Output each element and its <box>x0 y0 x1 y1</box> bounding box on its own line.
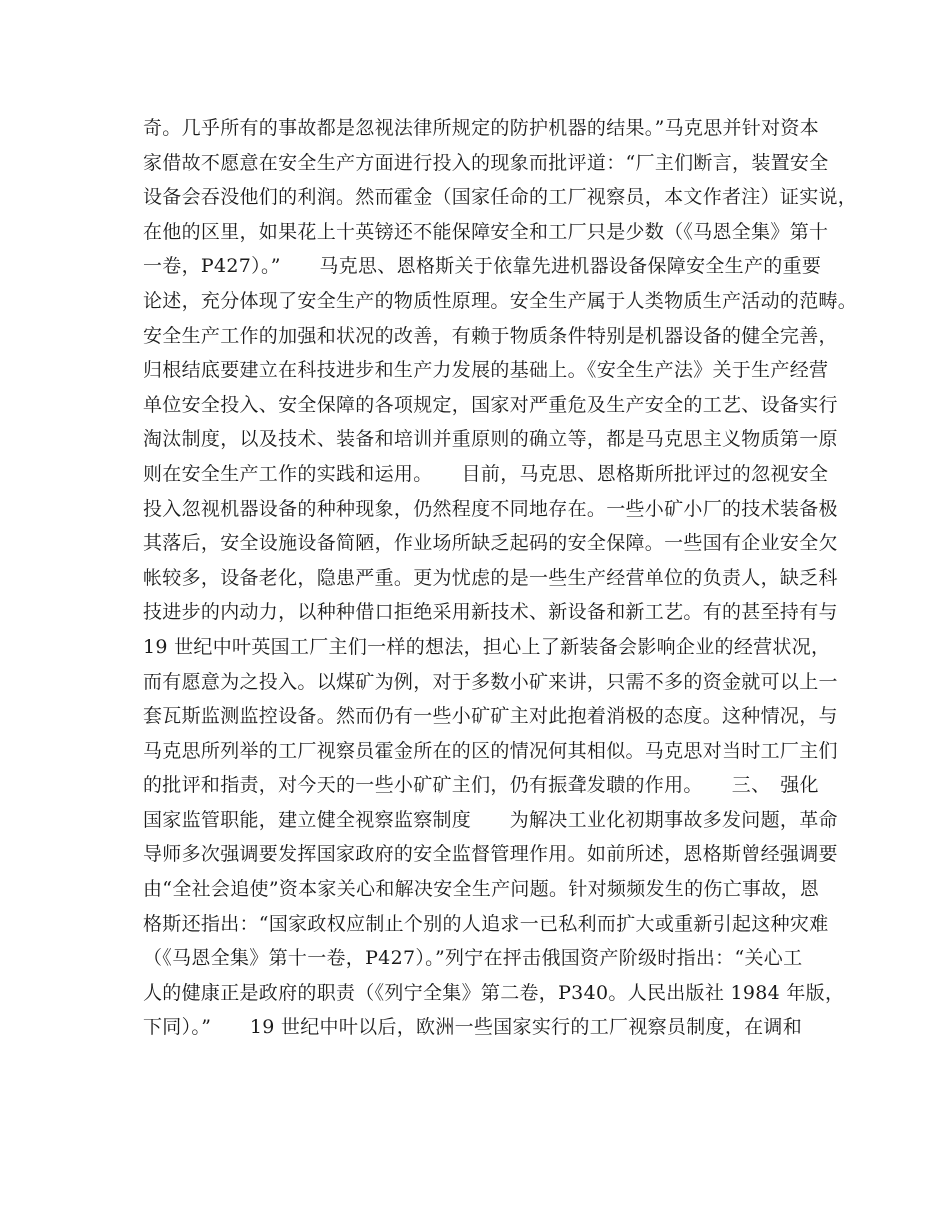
text-line: 在他的区里，如果花上十英镑还不能保障安全和工厂只是少数（《马恩全集》第十 <box>143 220 829 243</box>
text-line: 设备会吞没他们的利润。然而霍金（国家任命的工厂视察员，本文作者注）证实说， <box>143 186 858 209</box>
text-line: 马克思所列举的工厂视察员霍金所在的区的情况何其相似。马克思对当时工厂主们 <box>143 739 838 762</box>
text-line: 其落后，安全设施设备简陋，作业场所缺乏起码的安全保障。一些国有企业安全欠 <box>143 532 838 555</box>
text-line: 安全生产工作的加强和状况的改善，有赖于物质条件特别是机器设备的健全完善， <box>143 324 838 347</box>
text-line: 归根结底要建立在科技进步和生产力发展的基础上。《安全生产法》关于生产经营 <box>143 359 829 382</box>
text-line: 则在安全生产工作的实践和运用。 目前，马克思、恩格斯所批评过的忽视安全 <box>143 462 829 485</box>
text-line: 淘汰制度，以及技术、装备和培训并重原则的确立等，都是马克思主义物质第一原 <box>143 428 838 451</box>
text-line: 19 世纪中叶英国工厂主们一样的想法，担心上了新装备会影响企业的经营状况， <box>143 635 831 658</box>
text-line: 由“全社会追使”资本家关心和解决安全生产问题。针对频频发生的伤亡事故，恩 <box>143 878 820 901</box>
text-line: 导师多次强调要发挥国家政府的安全监督管理作用。如前所述，恩格斯曾经强调要 <box>143 843 838 866</box>
text-line: 国家监管职能，建立健全视察监察制度 为解决工业化初期事故多发问题，革命 <box>143 808 838 831</box>
text-line: 格斯还指出：“国家政权应制止个别的人追求一已私利而扩大或重新引起这种灾难 <box>143 912 829 935</box>
text-line: 下同）。” 19 世纪中叶以后，欧洲一些国家实行的工厂视察员制度，在调和 <box>143 1016 803 1039</box>
text-line: 奇。几乎所有的事故都是忽视法律所规定的防护机器的结果。”马克思并针对资本 <box>143 117 820 139</box>
body-text <box>143 111 858 1045</box>
text-line: 家借故不愿意在安全生产方面进行投入的现象而批评道：“厂主们断言，装置安全 <box>143 151 829 174</box>
text-line: 单位安全投入、安全保障的各项规定，国家对严重危及生产安全的工艺、设备实行 <box>143 393 838 416</box>
text-line: 的批评和指责，对今天的一些小矿矿主们，仍有振聋发聩的作用。 三、 强化 <box>143 774 819 797</box>
text-line: 而有愿意为之投入。以煤矿为例，对于多数小矿来讲，只需不多的资金就可以上一 <box>143 670 838 693</box>
text-line: （《马恩全集》第十一卷，P427）。”列宁在抨击俄国资产阶级时指出：“关心工 <box>143 947 803 970</box>
text-line: 帐较多，设备老化，隐患严重。更为忧虑的是一些生产经营单位的负责人，缺乏科 <box>143 566 838 589</box>
text-line: 套瓦斯监测监控设备。然而仍有一些小矿矿主对此抱着消极的态度。这种情况，与 <box>143 705 838 728</box>
text-line: 人的健康正是政府的职责（《列宁全集》第二卷，P340。人民出版社 1984 年版， <box>143 981 845 1004</box>
text-line: 投入忽视机器设备的种种现象，仍然程度不同地存在。一些小矿小厂的技术装备极 <box>143 497 838 520</box>
text-line: 技进步的内动力，以种种借口拒绝采用新技术、新设备和新工艺。有的甚至持有与 <box>143 601 838 624</box>
text-line: 论述，充分体现了安全生产的物质性原理。安全生产属于人类物质生产活动的范畴。 <box>143 289 858 312</box>
text-line: 一卷，P427）。” 马克思、恩格斯关于依靠先进机器设备保障安全生产的重要 <box>143 255 822 278</box>
